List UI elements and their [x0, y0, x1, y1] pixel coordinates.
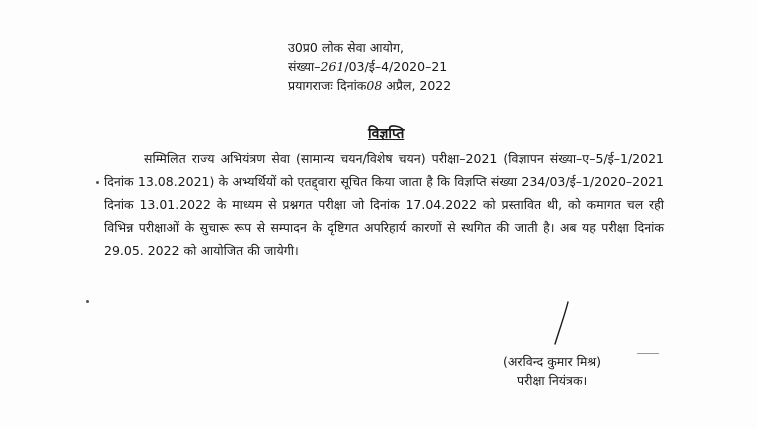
date-suffix: अप्रैल, 2022: [382, 78, 452, 93]
scan-speck: [96, 181, 99, 184]
notice-body: [104, 147, 664, 262]
date-prefix: प्रयागराजः दिनांक: [288, 78, 367, 93]
notice-header: [288, 38, 528, 95]
notice-paragraph: सम्मिलित राज्य अभियंत्रण सेवा (सामान्य चयन/विशेष चयन) परीक्षा–2021 (विज्ञापन संख्या–ए–5/ई–1/2021 दिनांक 13.08.2021) के अभ्यर्थियों को एतद्द्वारा सूचित किया जाता है कि विज्ञप्ति संख्या 234/03/ई–1/2020–2021 दिनांक 13.01.2022 के माध्यम से प्रश्नगत परीक्षा जो दिनांक 17.04.2022 को प्रस्तावित थी, को कमागत चल रही विभिन्न परीक्षाओं के सुचारू रूप से सम्पादन के दृष्टिगत अपरिहार्य कारणों से स्थगित की जाती है। अब यह परीक्षा दिनांक 29.05. 2022 को आयोजित की जायेगी।: [104, 151, 664, 258]
reference-handwritten-number: 261: [320, 59, 345, 74]
reference-suffix: /03/ई–4/2020–21: [344, 59, 448, 74]
scan-speck: [86, 300, 89, 303]
reference-number: [288, 57, 528, 76]
notice-title: विज्ञप्ति: [368, 126, 405, 142]
handwritten-signature: [549, 300, 571, 346]
signatory-designation: परीक्षा नियंत्रक।: [517, 373, 588, 388]
office-name: उ0प्र0 लोक सेवा आयोग,: [288, 40, 405, 55]
signatory-block: [503, 352, 601, 390]
reference-prefix: संख्या–: [288, 59, 321, 74]
date-handwritten-day: 08: [366, 78, 383, 93]
scan-mark: [637, 353, 659, 354]
place-and-date: [288, 76, 528, 95]
signatory-name: (अरविन्द कुमार मिश्र): [503, 354, 602, 369]
